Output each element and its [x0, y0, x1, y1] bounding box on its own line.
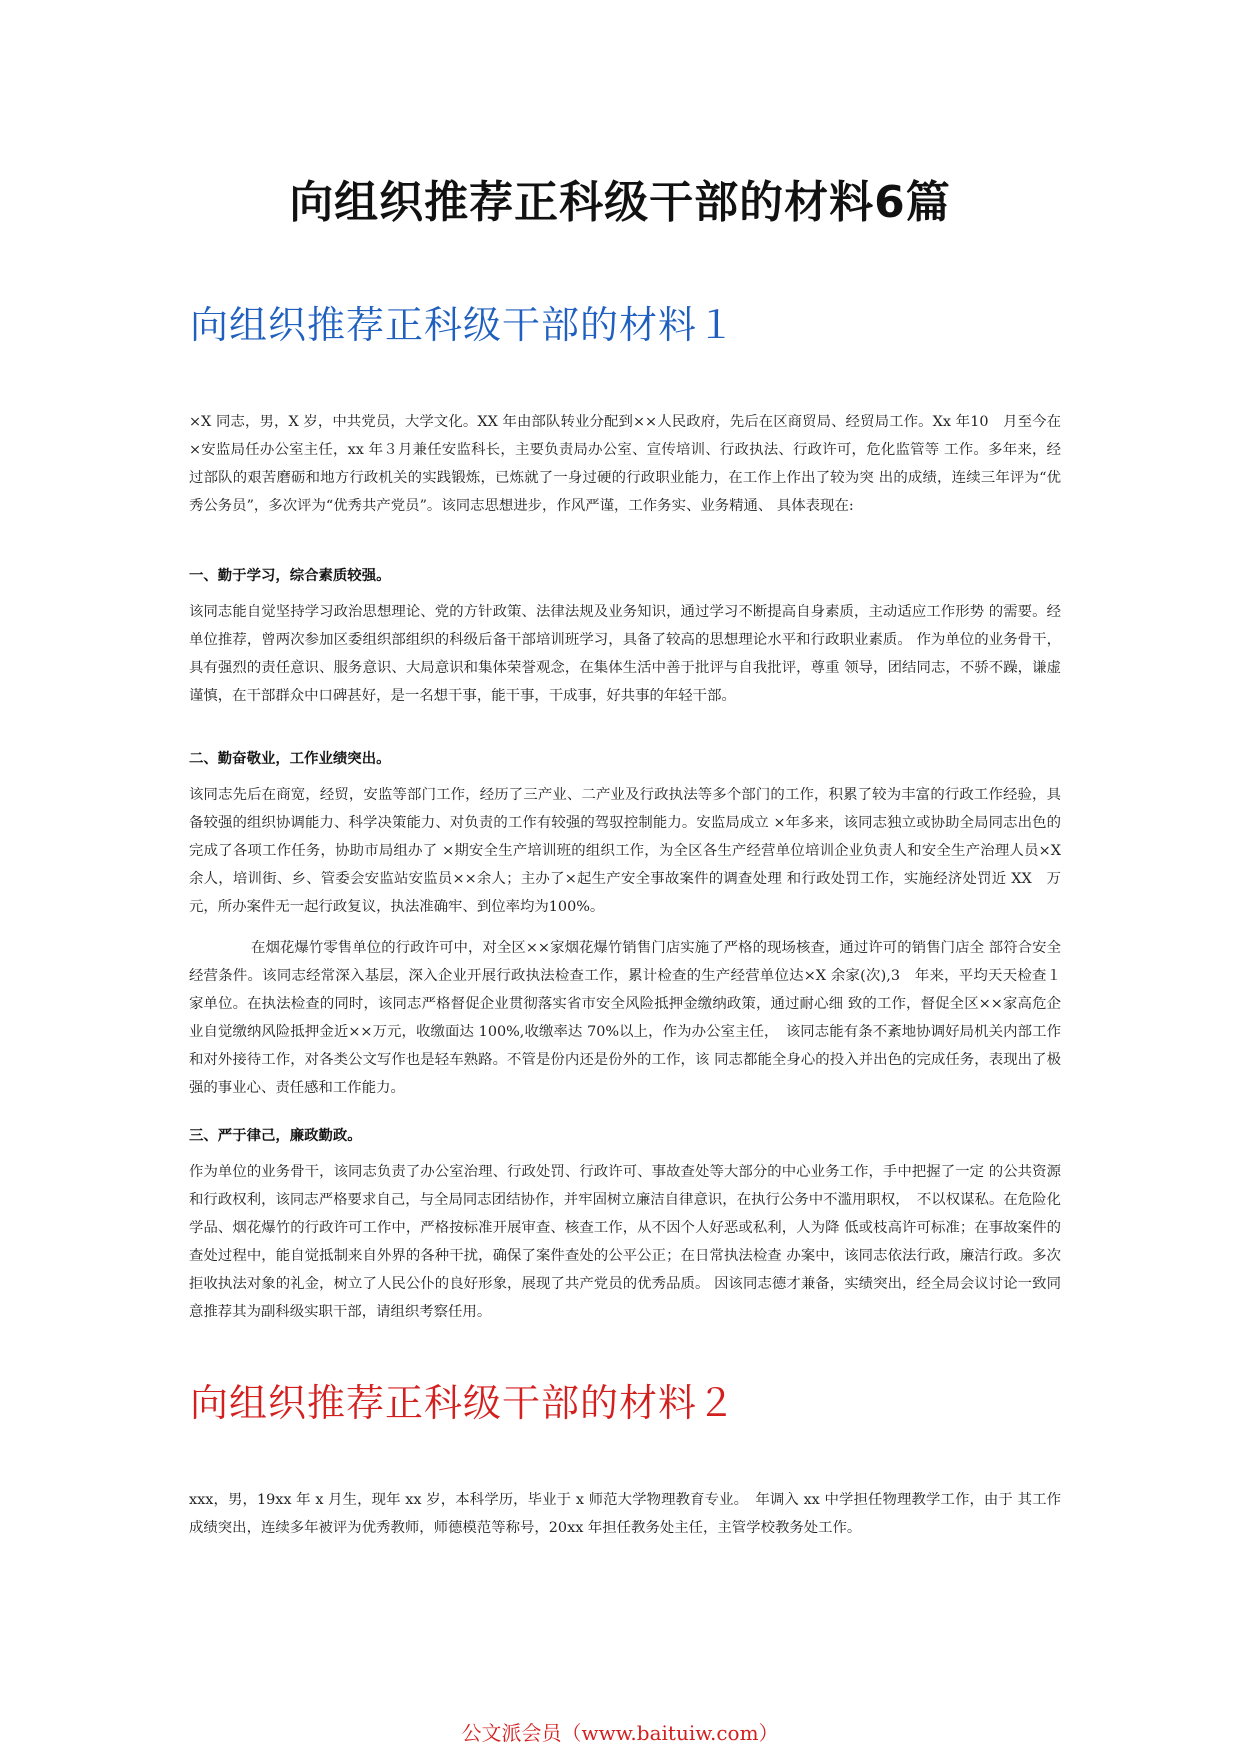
subsection-2-paragraph-2: 在烟花爆竹零售单位的行政许可中，对全区××家烟花爆竹销售门店实施了严格的现场核查，通过许可的销售门店全 部符合安全经营条件。该同志经常深入基层，深入企业开展行政执法检查工作，累计检查的生产经营单位达×X 余家(次),3 年来，平均天天检查１家单位。在执法检查的同时，该同志严格督促企业贯彻落实省市安全风险抵押金缴纳政策，通过耐心细 致的工作，督促全区××家高危企业自觉缴纳风险抵押金近××万元，收缴面达 100%,收缴率达 70%以上，作为办公室主任， 该同志能有条不紊地协调好局机关内部工作和对外接待工作，对各类公文写作也是轻车熟路。不管是份内还是份外的工作，该 同志都能全身心的投入并出色的完成任务，表现出了极强的事业心、责任感和工作能力。: [189, 940, 1061, 1096]
footer-watermark: 公文派会员（www.baituiw.com）: [461, 1721, 779, 1745]
section-2-heading: 向组织推荐正科级干部的材料２: [190, 1381, 737, 1425]
subsection-1-heading: 一、勤于学习，综合素质较强。: [189, 568, 391, 584]
page-title: 向组织推荐正科级干部的材料6篇: [289, 177, 951, 228]
section-1-heading: 向组织推荐正科级干部的材料１: [190, 303, 737, 347]
section-1-intro: ×X 同志，男，X 岁，中共党员，大学文化。XX 年由部队转业分配到××人民政府，先后在区商贸局、经贸局工作。Xx 年10 月至今在×安监局任办公室主任，xx 年３月兼任安监科长，主要负责局办公室、宣传培训、行政执法、行政许可，危化监管等 工作。多年来，经过部队的艰苦磨砺和地方行政机关的实践锻炼，已炼就了一身过硬的行政职业能力，在工作上作出了较为突 出的成绩，连续三年评为“优秀公务员”，多次评为“优秀共产党员”。该同志思想进步，作风严谨，工作务实、业务精通、 具体表现在:: [189, 414, 1061, 514]
subsection-2-paragraph-1: 该同志先后在商宽，经贸，安监等部门工作，经历了三产业、二产业及行政执法等多个部门的工作，积累了较为丰富的行政工作经验，具备较强的组织协调能力、科学决策能力、对负责的工作有较强的驾驭控制能力。安监局成立 ×年多来，该同志独立或协助全局同志出色的完成了各项工作任务，协助市局组办了 ×期安全生产培训班的组织工作，为全区各生产经营单位培训企业负责人和安全生产治理人员×X 余人，培训街、乡、管委会安监站安监员××余人；主办了×起生产安全事故案件的调查处理 和行政处罚工作，实施经济处罚近 XX 万元，所办案件无一起行政复议，执法准确牢、到位率均为100%。: [189, 787, 1061, 915]
subsection-3-heading: 三、严于律己，廉政勤政。: [189, 1128, 362, 1144]
subsection-2-heading: 二、勤奋敬业，工作业绩突出。: [189, 751, 391, 767]
section-2-intro: xxx，男，19xx 年 x 月生，现年 xx 岁，本科学历，毕业于 x 师范大学物理教育专业。 年调入 xx 中学担任物理教学工作，由于 其工作成绩突出，连续多年被评为优秀教师，师德模范等称号，20xx 年担任教务处主任，主管学校教务处工作。: [189, 1492, 1061, 1536]
subsection-3-paragraph: 作为单位的业务骨干，该同志负责了办公室治理、行政处罚、行政许可、事故查处等大部分的中心业务工作，手中把握了一定 的公共资源和行政权利，该同志严格要求自己，与全局同志团结协作，并牢固树立廉洁自律意识，在执行公务中不滥用职权， 不以权谋私。在危险化学品、烟花爆竹的行政许可工作中，严格按标准开展审查、核查工作，从不因个人好恶或私利，人为降 低或枝高许可标准；在事故案件的查处过程中，能自觉抵制来自外界的各种干扰，确保了案件查处的公平公正；在日常执法检查 办案中，该同志依法行政，廉洁行政。多次拒收执法对象的礼金，树立了人民公仆的良好形象，展现了共产党员的优秀品质。 因该同志德才兼备，实绩突出，经全局会议讨论一致同意推荐其为副科级实职干部，请组织考察任用。: [189, 1164, 1061, 1320]
subsection-1-paragraph: 该同志能自觉坚持学习政治思想理论、党的方针政策、法律法规及业务知识，通过学习不断提高自身素质，主动适应工作形势 的需要。经单位推荐，曾两次参加区委组织部组织的科级后备干部培训班学习，具备了较高的思想理论水平和行政职业素质。 作为单位的业务骨干，具有强烈的责任意识、服务意识、大局意识和集体荣誉观念，在集体生活中善于批评与自我批评，尊重 领导，团结同志，不骄不躁，谦虚谨慎，在干部群众中口碑甚好，是一名想干事，能干事，干成事，好共事的年轻干部。: [189, 604, 1061, 704]
